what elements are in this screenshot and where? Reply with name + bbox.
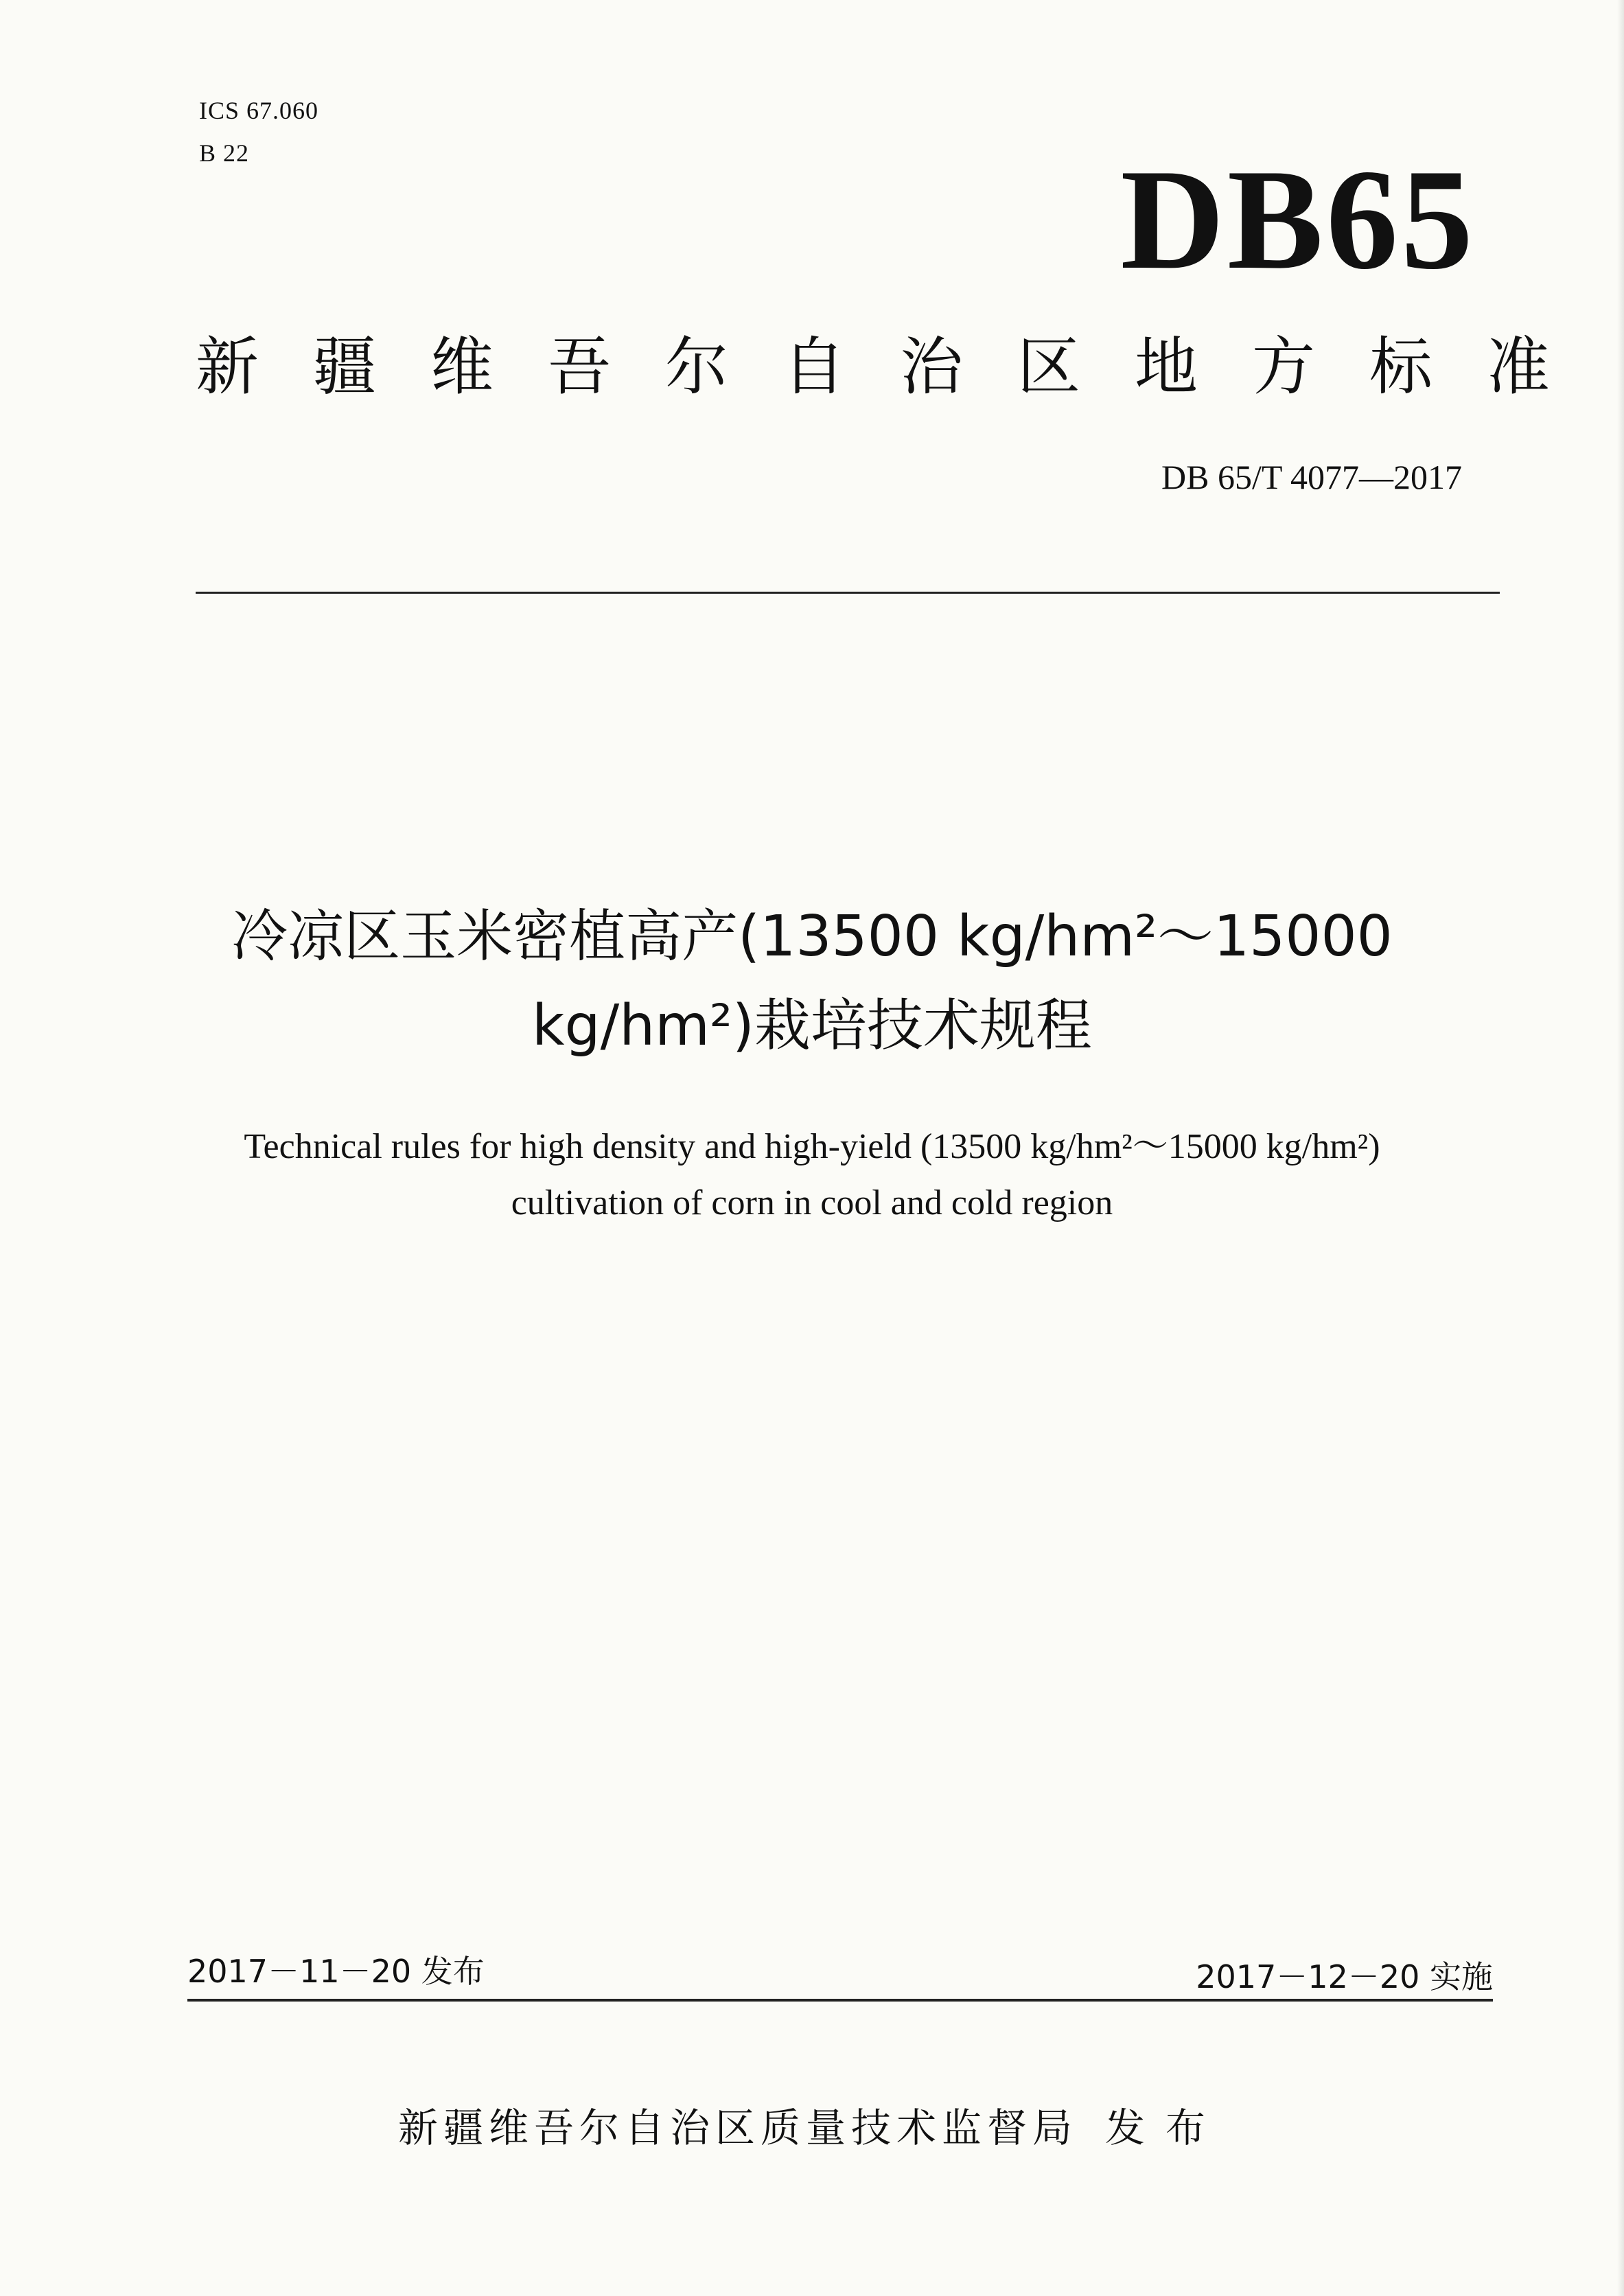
scan-edge-shadow [1617, 0, 1624, 2296]
ccs-code: B 22 [199, 139, 250, 167]
english-title [124, 1119, 1500, 1231]
classification-codes [199, 89, 318, 174]
publisher-line [124, 2097, 1500, 2159]
issue-date: 2017－11－20 发布 [187, 1953, 485, 1990]
chinese-title-line-1: 冷凉区玉米密植高产(13500 kg/hm²～15000 [231, 904, 1393, 969]
bottom-divider [187, 1999, 1493, 2002]
ics-code: ICS 67.060 [199, 97, 319, 124]
english-title-line-1: Technical rules for high density and high-yield (13500 kg/hm²～15000 kg/hm²) [244, 1127, 1380, 1166]
standard-code-mark: DB65 [1120, 140, 1476, 299]
chinese-title [124, 892, 1500, 1071]
standard-number: DB 65/T 4077—2017 [1161, 458, 1462, 496]
publisher-name: 新疆维吾尔自治区质量技术监督局 [397, 2104, 1078, 2151]
top-divider [196, 592, 1500, 594]
english-title-line-2: cultivation of corn in cool and cold region [511, 1183, 1113, 1222]
publisher-action: 发布 [1105, 2104, 1227, 2151]
standard-type-title: 新疆维吾尔自治区地方标准 [196, 330, 1605, 404]
chinese-title-line-2: kg/hm²)栽培技术规程 [532, 993, 1092, 1058]
implementation-date: 2017－12－20 实施 [1196, 1958, 1493, 1995]
